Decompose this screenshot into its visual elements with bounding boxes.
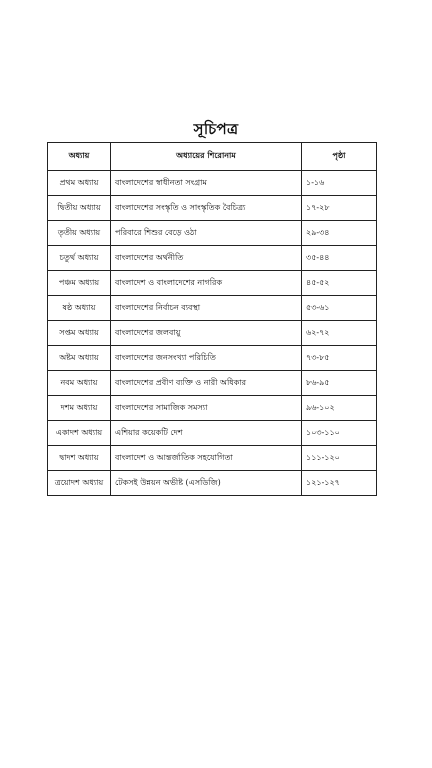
heading-cell: বাংলাদেশ ও আন্তর্জাতিক সহযোগিতা: [111, 446, 302, 471]
table-row: [48, 396, 377, 421]
table-row: [48, 421, 377, 446]
table-row: [48, 371, 377, 396]
table-row: [48, 271, 377, 296]
table-row: [48, 471, 377, 496]
chapter-cell: ষষ্ঠ অধ্যায়: [48, 296, 111, 321]
pages-cell: ৯৬-১০২: [302, 396, 377, 421]
chapter-cell: অষ্টম অধ্যায়: [48, 346, 111, 371]
chapter-cell: পঞ্চম অধ্যায়: [48, 271, 111, 296]
heading-cell: বাংলাদেশের স্বাধীনতা সংগ্রাম: [111, 171, 302, 196]
page-title: সূচিপত্র: [193, 120, 239, 138]
chapter-cell: চতুর্থ অধ্যায়: [48, 246, 111, 271]
table-row: [48, 171, 377, 196]
pages-cell: ৬২-৭২: [302, 321, 377, 346]
table-row: [48, 446, 377, 471]
heading-cell: এশিয়ার কয়েকটি দেশ: [111, 421, 302, 446]
heading-cell: বাংলাদেশের সামাজিক সমস্যা: [111, 396, 302, 421]
chapter-cell: দ্বাদশ অধ্যায়: [48, 446, 111, 471]
pages-cell: ১-১৬: [302, 171, 377, 196]
column-header-heading: অধ্যায়ের শিরোনাম: [111, 143, 302, 171]
pages-cell: ১৭-২৮: [302, 196, 377, 221]
table-of-contents: [47, 142, 377, 496]
chapter-cell: একাদশ অধ্যায়: [48, 421, 111, 446]
table-row: [48, 296, 377, 321]
heading-cell: বাংলাদেশের জলবায়ু: [111, 321, 302, 346]
heading-cell: পরিবারে শিশুর বেড়ে ওঠা: [111, 221, 302, 246]
pages-cell: ২৯-৩৪: [302, 221, 377, 246]
table-header-row: [48, 143, 377, 171]
heading-cell: বাংলাদেশের নির্বাচন ব্যবস্থা: [111, 296, 302, 321]
column-header-pages: পৃষ্ঠা: [302, 143, 377, 171]
pages-cell: ১১১-১২০: [302, 446, 377, 471]
column-header-chapter: অধ্যায়: [48, 143, 111, 171]
table-row: [48, 196, 377, 221]
chapter-cell: নবম অধ্যায়: [48, 371, 111, 396]
pages-cell: ৫৩-৬১: [302, 296, 377, 321]
heading-cell: বাংলাদেশ ও বাংলাদেশের নাগরিক: [111, 271, 302, 296]
chapter-cell: ত্রয়োদশ অধ্যায়: [48, 471, 111, 496]
chapter-cell: দশম অধ্যায়: [48, 396, 111, 421]
table-row: [48, 346, 377, 371]
heading-cell: বাংলাদেশের প্রবীণ ব্যক্তি ও নারী অধিকার: [111, 371, 302, 396]
pages-cell: ৮৬-৯৫: [302, 371, 377, 396]
table-row: [48, 221, 377, 246]
heading-cell: বাংলাদেশের অর্থনীতি: [111, 246, 302, 271]
pages-cell: ৪৫-৫২: [302, 271, 377, 296]
heading-cell: টেকসই উন্নয়ন অভীষ্ট (এসডিজি): [111, 471, 302, 496]
pages-cell: ৩৫-৪৪: [302, 246, 377, 271]
chapter-cell: সপ্তম অধ্যায়: [48, 321, 111, 346]
table-row: [48, 321, 377, 346]
chapter-cell: তৃতীয় অধ্যায়: [48, 221, 111, 246]
pages-cell: ১০৩-১১০: [302, 421, 377, 446]
table-row: [48, 246, 377, 271]
heading-cell: বাংলাদেশের জনসংখ্যা পরিচিতি: [111, 346, 302, 371]
chapter-cell: দ্বিতীয় অধ্যায়: [48, 196, 111, 221]
chapter-cell: প্রথম অধ্যায়: [48, 171, 111, 196]
heading-cell: বাংলাদেশের সংস্কৃতি ও সাংস্কৃতিক বৈচিত্র্য: [111, 196, 302, 221]
pages-cell: ১২১-১২৭: [302, 471, 377, 496]
pages-cell: ৭৩-৮৫: [302, 346, 377, 371]
